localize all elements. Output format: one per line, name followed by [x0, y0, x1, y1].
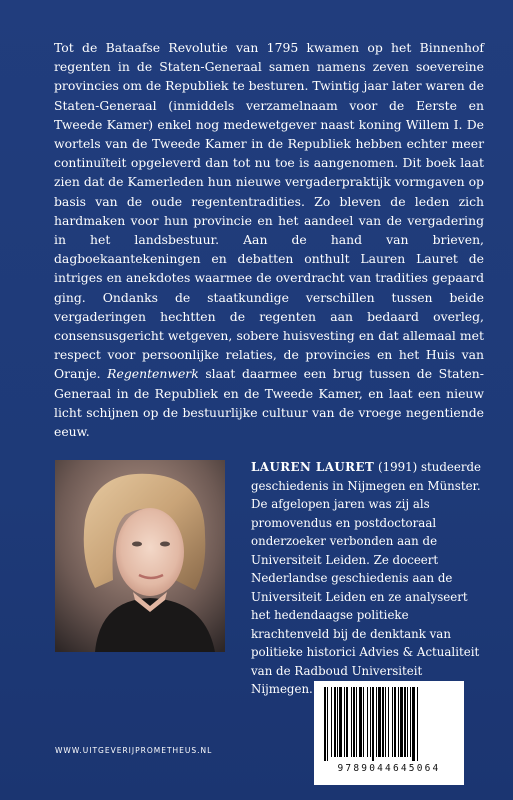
barcode-bar — [400, 687, 403, 757]
barcode-bar — [398, 687, 399, 757]
barcode-bar — [363, 687, 364, 757]
barcode-bar — [331, 687, 332, 757]
barcode-bar — [372, 687, 374, 761]
barcode-bar — [376, 687, 377, 757]
isbn-barcode — [314, 681, 464, 785]
barcode-bar — [385, 687, 386, 757]
barcode-bar — [378, 687, 381, 757]
barcode-bar — [370, 687, 371, 757]
barcode-bar — [417, 687, 418, 761]
barcode-bar — [392, 687, 393, 757]
barcode-bar — [359, 687, 362, 757]
barcode-bar — [353, 687, 355, 757]
barcode-bar — [344, 687, 345, 757]
blurb-part-2: slaat daarmee een brug tussen de Staten-Generaal in de Republiek en de Tweede Kamer, en laat een nieuw licht schijnen op de bestuurlijke cultuur van de vroege negentiende eeuw. — [54, 366, 484, 440]
barcode-bar — [404, 687, 406, 757]
barcode-bar — [367, 687, 368, 757]
isbn-number: 9789044645064 — [337, 763, 441, 774]
barcode-bar — [382, 687, 384, 757]
publisher-website[interactable]: WWW.UITGEVERIJPROMETHEUS.NL — [55, 746, 213, 755]
barcode-bar — [337, 687, 338, 757]
barcode-bar — [324, 687, 326, 761]
author-bio-text: (1991) studeerde geschiedenis in Nijmegen en Münster. De afgelopen jaren was zij als promovendus en postdoctoraal onderzoeker verbonden aan de Universiteit Leiden. Ze doceert Nederlandse geschiedenis aan de Universiteit Leiden en ze analyseert het hedendaagse politieke krachtenveld bij de denktank van politieke historici Advies & Actualiteit van de Radboud Universiteit Nijmegen. — [251, 460, 482, 696]
barcode-bar — [327, 687, 328, 761]
author-photo — [55, 460, 225, 652]
barcode-bar — [394, 687, 396, 757]
blurb-book-title: Regentenwerk — [107, 366, 199, 382]
barcode-bar — [407, 687, 408, 757]
author-portrait-image — [55, 460, 225, 652]
author-name: LAUREN LAURET — [251, 460, 375, 474]
barcode-bar — [412, 687, 415, 761]
barcode-bar — [334, 687, 336, 757]
barcode-bar — [410, 687, 411, 757]
author-bio — [251, 458, 487, 699]
barcode-bar — [388, 687, 389, 757]
barcode-bars — [322, 687, 456, 763]
blurb-text — [54, 38, 484, 441]
barcode-bar — [351, 687, 352, 757]
barcode-bar — [356, 687, 357, 757]
barcode-bar — [346, 687, 348, 757]
blurb-part-1: Tot de Bataafse Revolutie van 1795 kwamen op het Binnenhof regenten in de Staten-Generaal samen namens zeven soevereine provincies om de Republiek te besturen. Twintig jaar later waren de Staten-Generaal (inmiddels verzamelnaam voor de Eerste en Tweede Kamer) enkel nog medewetgever naast koning Willem I. De wortels van de Tweede Kamer in de Republiek hebben echter meer continuïteit opgeleverd dan tot nu toe is aangenomen. Dit boek laat zien dat de Kamerleden hun nieuwe vergaderpraktijk vormgaven op basis van de oude regententradities. Zo bleven de leden zich hardmaken voor hun provincie en het aandeel van de vergadering in het landsbestuur. Aan de hand van brieven, dagboekaantekeningen en debatten onthult Lauren Lauret de intriges en anekdotes waarmee de overdracht van tradities gepaard ging. Ondanks de staatkundige verschillen tussen beide vergaderingen hechtten de regenten aan bedaard overleg, consensusgericht wetgeven, sobere huisvesting en dat allemaal met respect voor persoonlijke relaties, de provincies en het Huis van Oranje. — [54, 40, 484, 382]
barcode-bar — [339, 687, 342, 757]
